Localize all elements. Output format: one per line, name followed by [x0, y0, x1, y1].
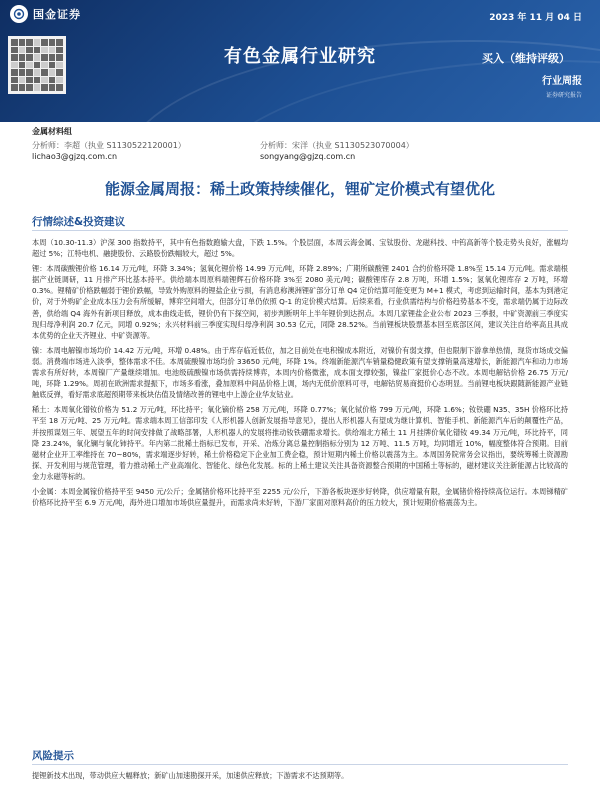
logo-emblem-icon [10, 5, 28, 23]
paragraph-nickel-cobalt: 镍：本周电解镍市场均价 14.42 万元/吨，环增 0.48%。由于库存临近低位，加之目前处在电积镍成本附近，对镍价有弱支撑，但也限制下游拿单热情，现货市场成交偏弱。消费端市场进入淡季，整体需求不佳。本周硫酸镍市场均价 33650 元/吨，环降 1%。终端新能源汽车销量稳健政策有望支撑销量高速增长，新能源汽车和动力市场需求有所好转，本周镍厂产量继续增加。电池级硫酸镍市场供需持续博弈，本周内价格微涨，成本面支撑较强，镍盐厂家挺价心态不改。本周电解钴价格 26.75 万元/吨，环降 1.29%。周初在欧洲需求提振下，市场多看涨，叠加原料中间品价格上调，场内无低价原料可寻，电解钴贸易商挺价心态明显。当前锂电板块跟随新能源产业链触底反弹，看好需求底超预期带来板块估值及情绪改善的锂电中上游企业华友钴业。 [32, 345, 568, 400]
analyst-email[interactable]: lichao3@gjzq.com.cn [32, 152, 118, 161]
industry-title: 有色金属行业研究 [224, 46, 376, 67]
section-title-risk: 风险提示 [32, 750, 74, 762]
report-type: 行业周报 [542, 76, 582, 87]
analyst-block [32, 126, 572, 162]
report-date: 2023 年 11 月 04 日 [489, 13, 582, 23]
risk-text: 提锂新技术出现，带动供应大幅释放；新矿山加速勘探开采，加速供应释放；下游需求不达预期等。 [32, 771, 349, 780]
section-title-summary: 行情综述&投资建议 [32, 216, 126, 228]
paragraph-market: 本周（10.30-11.3）沪深 300 指数持平，其中有色指数跑输大盘，下跌 1.5%。个股层面，本周云海金属、宝钛股份、龙磁科技、中钨高新等个股走势头良好，涨幅均超过 5%；江特电机、融捷股份、云路股份跌幅较大，超过 5%。 [32, 238, 568, 259]
department-label: 金属材料组 [32, 127, 72, 136]
paragraph-lithium: 锂：本周碳酸锂价格 16.14 万元/吨，环降 3.34%；氢氧化锂价格 14.99 万元/吨，环降 2.89%；广期所碳酸锂 2401 合约价格环降 1.8%至 15.14 万元/吨。需求端根据产业链调研，11 月排产环比基本持平。供给端本周原料端锂辉石价格环降 3%至 2080 美元/吨；碳酸锂库存 2.8 万吨，环增 1.5%；氢氧化锂库存 2 万吨，环增 0.3%。锂精矿价格跌幅弱于锂价跌幅，导致外购原料的锂盐企业亏损，有消息称澳洲锂矿部分订单 Q4 定价结算可能变更为 M+1 模式，考虑到运输时间，基本为到港定价，对于外购矿企业成本压力会有所缓解，博弈空间增大，但部分订单仍依照 Q-1 的定价模式结算。后续来看，行业供需结构与价格趋势基本不变，需求端仍属于边际改善，供给端 Q4 海外有新项目释放，成本曲线走低，锂价仍有下探空间，初步判断明年上半年锂价到达拐点。本周几家锂盐企业公布 2023 三季报，中矿资源前三季度实现归母净利润 20.7 亿元，同增 0.92%；永兴材料前三季度实现归母净利润 30.53 亿元，同降 28.52%。当前锂板块股票基本回至底部区间，建议关注自给率高且具成本优势的企业天齐锂业、中矿资源等。 [32, 264, 568, 340]
analyst-name: 分析师：李超（执业 S1130522120001） [32, 141, 186, 150]
report-headline: 能源金属周报：稀土政策持续催化，锂矿定价模式有望优化 [104, 180, 495, 198]
header-banner [0, 0, 600, 122]
paragraph-rare-earth: 稀土：本周氧化镨钕价格为 51.2 万元/吨，环比持平；氧化镝价格 258 万元/吨，环降 0.77%；氧化铽价格 799 万元/吨，环降 1.6%；钕铁硼 N35、35H 价格环比持平至 18 万元/吨、25 万元/吨。需求端本周工信部印发《人形机器人创新发展指导意见》，提出人形机器人有望成为继计算机、智能手机、新能源汽车后的颠覆性产品，并按照谋划三年、展望五年的时间安排做了战略部署，人形机器人的发展将推动钕铁硼需求增长。供给端北方稀土 11 月挂牌价氧化镨钕 49.34 万元/吨，环比持平，同降 23.24%，氧化镧与氧化铈持平。年内第二批稀土指标已发布，开采、冶炼分离总量控制指标分别为 12 万吨、11.5 万吨，均同增近 10%，幅度整体符合预期。目前磁材企业开工率维持在 70~80%，需求端逐步好转，稀土价格稳定下企业加工费企稳，预计短期内稀土价格以震荡为主。本周国务院常务会议指出，要统筹稀土资源勘探、开发利用与规范管理，着力推动稀土产业高端化、智能化、绿色化发展。标的上稀土建议关注具备资源整合预期的中国稀土等标的，磁材建议关注新能源占比较高的金力永磁等标的。 [32, 405, 568, 481]
company-logo [10, 5, 81, 23]
analyst-name: 分析师：宋洋（执业 S1130523070004） [260, 141, 414, 150]
analyst-entry [260, 140, 488, 162]
summary-body [32, 237, 568, 512]
logo-text: 国金证券 [33, 8, 81, 21]
report-series: 证券研究报告 [545, 92, 582, 99]
analyst-entry [32, 140, 260, 162]
paragraph-minor-metals: 小金属：本周金属镓价格持平至 9450 元/公斤；金属锗价格环比持平至 2255 元/公斤，下游各板块逐步好转降，供应增量有限，金属锗价格持续高位运行。本周锑精矿价格环比持平至 6.9 万元/吨，海外进口增加市场供应量提升，而需求尚未好转，下游厂家面对原料高价的压力较大，预计短期价格震荡为主。 [32, 486, 568, 508]
analyst-email[interactable]: songyang@gjzq.com.cn [260, 152, 356, 161]
rating-badge: 买入（维持评级） [482, 52, 570, 65]
